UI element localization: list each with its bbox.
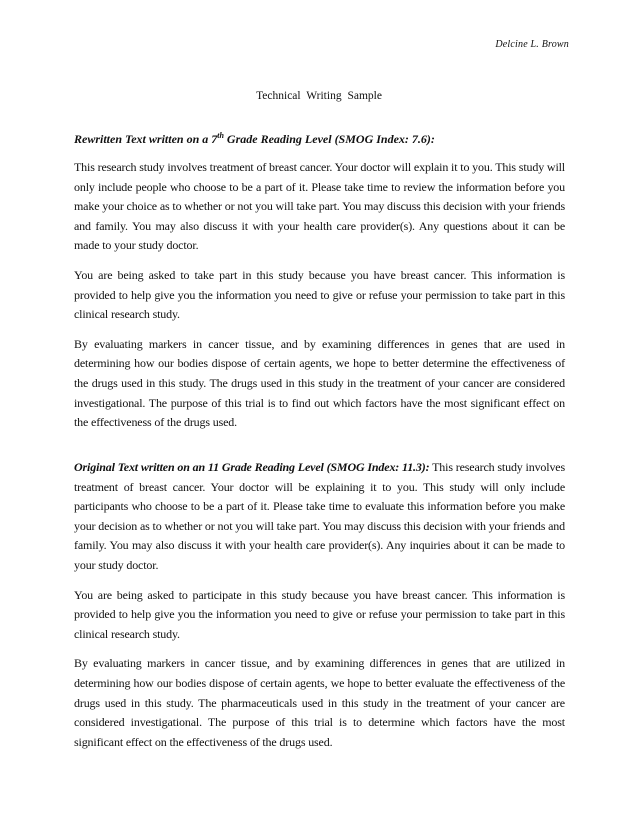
- original-text-section: [74, 458, 565, 762]
- rewritten-paragraph: You are being asked to take part in this study because you have breast cancer. This information is provided to help give you the information you need to give or refuse your permission to take part in this clinical research study.: [74, 267, 565, 322]
- rewritten-paragraph: This research study involves treatment of breast cancer. Your doctor will explain it to you. This study will only include people who choose to be a part of it. Please take time to review the information before you make your choice as to whether or not you will take part. You may discuss this decision with your friends and family. You may also discuss it with your health care provider(s). Any questions about it can be made to your study doctor.: [74, 160, 565, 253]
- author-name: Delcine L. Brown: [495, 39, 569, 50]
- original-first-paragraph: [74, 458, 565, 576]
- rewritten-heading-prefix: Rewritten Text written on a 7: [74, 132, 218, 146]
- document-title: Technical Writing Sample: [256, 90, 382, 102]
- rewritten-text-section: [74, 126, 565, 443]
- original-paragraph: You are being asked to participate in this study because you have breast cancer. This information is provided to help give you the information you need to give or refuse your permission to take part in this clinical research study.: [74, 587, 565, 641]
- rewritten-heading-suffix: Grade Reading Level (SMOG Index: 7.6):: [223, 132, 435, 146]
- rewritten-section-heading: [74, 126, 565, 149]
- original-first-paragraph-body: This research study involves treatment of breast cancer. Your doctor will be explaining it to you. This study will only include participants who choose to be a part of it. Please take time to evaluate this information before you make your decision as to whether or not you will take part. You may discuss this decision with your friends and family. You may also discuss it with your health care provider(s). Any inquiries about it can be made to your study doctor.: [74, 460, 565, 572]
- original-paragraph: By evaluating markers in cancer tissue, and by examining differences in genes that are utilized in determining how our bodies dispose of certain agents, we hope to better evaluate the effectiveness of the drugs used in this study. The pharmaceuticals used in this study in the treatment of your cancer are considered investigational. The purpose of this trial is to determine which factors have the most significant effect on the effectiveness of the drugs used.: [74, 656, 565, 749]
- rewritten-paragraph: By evaluating markers in cancer tissue, and by examining differences in genes that are used in determining how our bodies dispose of certain agents, we hope to better determine the effectiveness of the drugs used in this study. The drugs used in this study in the treatment of your cancer are considered investigational. The purpose of this trial is to find out which factors have the most significant effect on the effectiveness of the drugs used.: [74, 336, 565, 430]
- rewritten-heading-superscript: th: [217, 131, 224, 140]
- original-section-heading: Original Text written on an 11 Grade Reading Level (SMOG Index: 11.3):: [74, 460, 430, 474]
